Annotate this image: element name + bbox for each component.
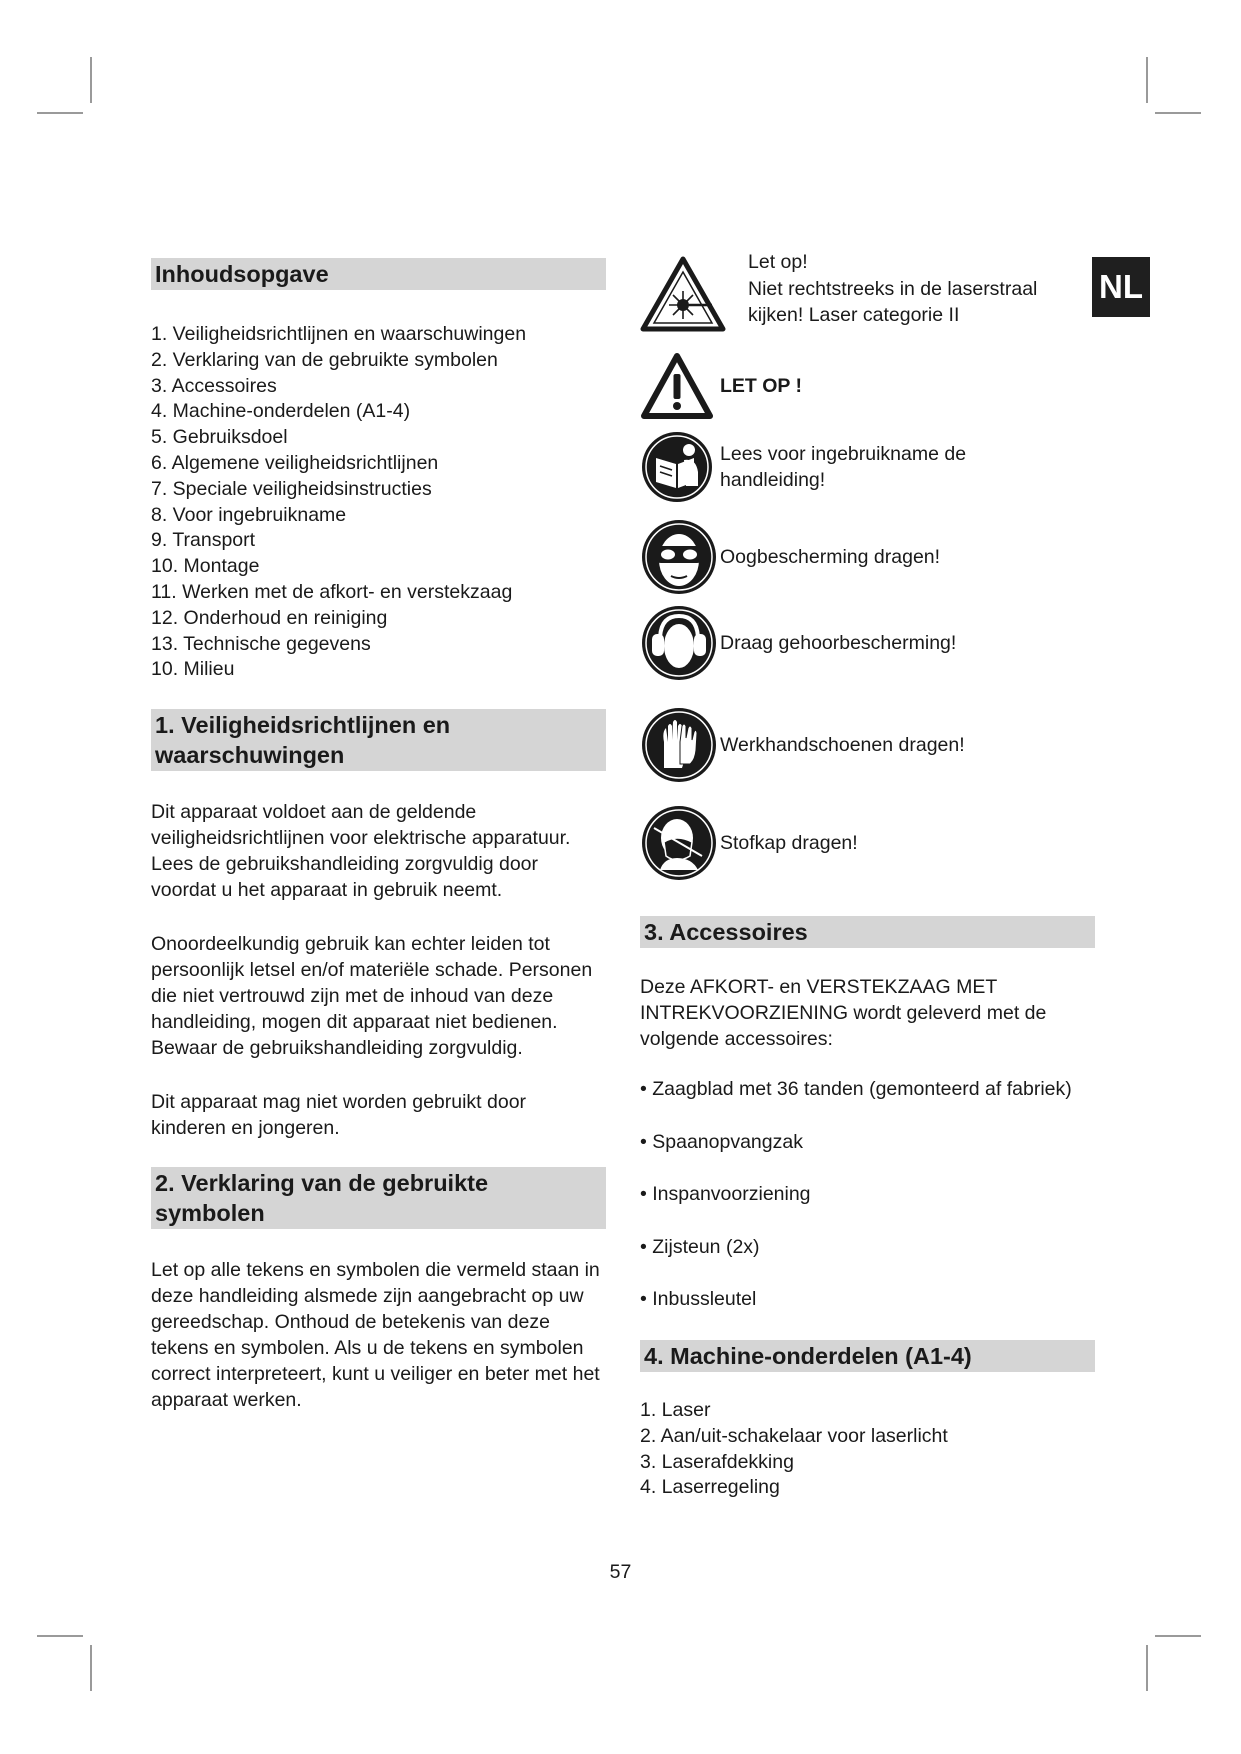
symbol-laser [640,251,1038,332]
warning-text: LET OP ! [720,374,802,397]
crop-mark [1155,112,1201,114]
accessory-item: • Zijsteun (2x) [640,1234,1095,1287]
toc-item: 3. Accessoires [151,374,277,397]
dust-mask-icon [640,804,718,882]
section4 [640,1340,1095,1501]
toc-item: 2. Verklaring van de gebruikte symbolen [151,348,498,371]
symbol-warning [640,352,802,420]
section1-title-line2: waarschuwingen [155,742,345,769]
warning-triangle-icon [640,352,714,420]
toc-item: 1. Veiligheidsrichtlijnen en waarschuwingen [151,323,527,345]
laser-text [748,249,1037,329]
toc-item: 8. Voor ingebruikname [151,503,347,526]
section1-paragraph: Dit apparaat voldoet aan de geldende veiligheidsrichtlijnen voor elektrische apparatuur. Lees de gebruikshandleiding zorgvuldig door voordat u het apparaat in gebruik neemt. [151,801,571,902]
page-number: 57 [609,1561,632,1583]
toc-item: 10. Milieu [151,658,235,681]
laser-line: Let op! [748,251,808,274]
section4-title: 4. Machine-onderdelen (A1-4) [640,1340,1095,1372]
toc-item: 12. Onderhoud en reiniging [151,606,388,629]
hearing-protection-icon [640,604,718,682]
section3-title: 3. Accessoires [640,916,1095,948]
section2-title-line2: symbolen [155,1200,265,1227]
symbol-gloves [640,706,965,784]
toc-item: 13. Technische gegevens [151,632,371,655]
symbol-hearing-protection [640,604,956,682]
part-item: 2. Aan/uit-schakelaar voor laserlicht [640,1424,948,1447]
accessory-item: • Zaagblad met 36 tanden (gemonteerd af fabriek) [640,1076,1095,1129]
gloves-text: Werkhandschoenen dragen! [720,733,965,756]
crop-mark [90,1645,92,1691]
manual-line: Lees voor ingebruikname de [720,442,967,465]
toc-item: 9. Transport [151,529,256,552]
part-item: 1. Laser [640,1399,711,1421]
section3 [640,916,1095,1339]
section2-paragraph: Let op alle tekens en symbolen die vermeld staan in deze handleiding alsmede zijn aangebracht op uw gereedschap. Onthoud de betekenis van deze tekens en symbolen. Als u de tekens en symbolen correct interpreteert, kunt u veiliger en beter met het apparaat werken. [151,1259,600,1412]
read-manual-icon [640,430,714,504]
crop-mark [37,1635,83,1637]
manual-text [720,441,966,494]
section1-title-line1: 1. Veiligheidsrichtlijnen en [155,712,451,739]
machine-parts-list [640,1398,1095,1501]
accessory-item: • Spaanopvangzak [640,1129,1095,1182]
part-item: 3. Laserafdekking [640,1450,794,1473]
gloves-icon [640,706,718,784]
toc-list [151,322,606,683]
crop-mark [1146,57,1148,103]
crop-mark [1146,1645,1148,1691]
toc-item: 6. Algemene veiligheidsrichtlijnen [151,451,439,474]
section3-intro: Deze AFKORT- en VERSTEKZAAG MET INTREKVOORZIENING wordt geleverd met de volgende accessoires: [640,976,1047,1050]
section2-title-line1: 2. Verklaring van de gebruikte [155,1170,489,1197]
eye-protection-icon [640,518,718,596]
language-badge: NL [1092,257,1150,317]
laser-warning-icon [640,256,726,332]
ear-text: Draag gehoorbescherming! [720,631,957,654]
accessories-list [640,1076,1095,1339]
accessory-item: • Inspanvoorziening [640,1181,1095,1234]
toc-item: 11. Werken met de afkort- en verstekzaag [151,580,513,603]
toc-title: Inhoudsopgave [151,258,606,290]
toc-item: 7. Speciale veiligheidsinstructies [151,477,432,500]
section1-title [151,709,606,771]
toc-item: 4. Machine-onderdelen (A1-4) [151,400,411,423]
left-column [151,258,606,1413]
laser-line: Niet rechtstreeks in de laserstraal [748,277,1038,300]
manual-line: handleiding! [720,469,826,491]
section1-paragraph: Dit apparaat mag niet worden gebruikt door kinderen en jongeren. [151,1091,527,1140]
laser-line: kijken! Laser categorie II [748,304,960,327]
part-item: 4. Laserregeling [640,1476,780,1499]
crop-mark [90,57,92,103]
section1-paragraph: Onoordeelkundig gebruik kan echter leiden tot persoonlijk letsel en/of materiële schade. Personen die niet vertrouwd zijn met de inhoud van deze handleiding, mogen dit apparaat niet bedienen. Bewaar de gebruikshandleiding zorgvuldig. [151,933,593,1060]
symbol-eye-protection [640,518,940,596]
eye-text: Oogbescherming dragen! [720,545,941,568]
toc-item: 5. Gebruiksdoel [151,426,288,449]
symbol-dust-mask [640,804,858,882]
symbol-manual [640,430,966,504]
crop-mark [1155,1635,1201,1637]
crop-mark [37,112,83,114]
accessory-item: • Inbussleutel [640,1286,1095,1339]
mask-text: Stofkap dragen! [720,831,858,854]
section2-title [151,1167,606,1229]
toc-item: 10. Montage [151,555,260,578]
